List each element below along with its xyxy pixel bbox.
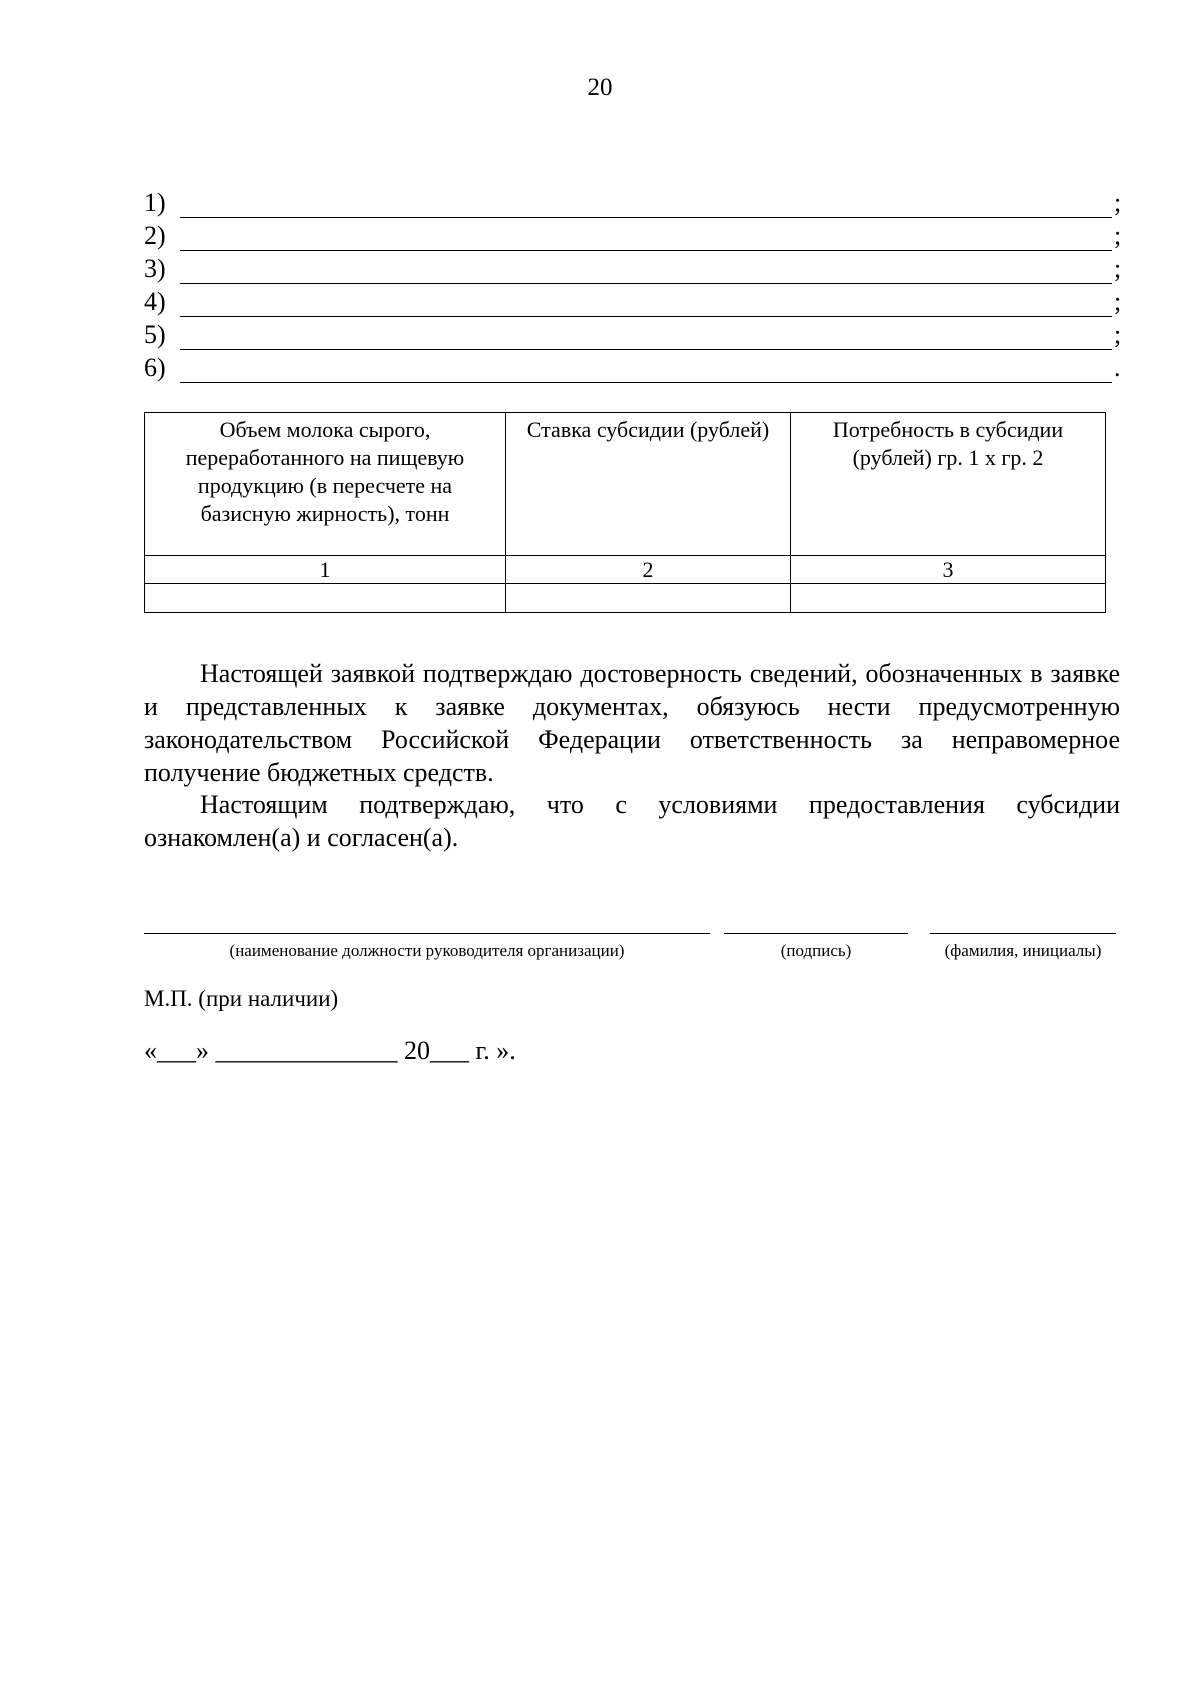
signature-field bbox=[724, 913, 908, 973]
header-subsidy-need: Потребность в субсидии (рублей) гр. 1 х гр. 2 bbox=[791, 413, 1106, 556]
list-item-number: 6) bbox=[144, 353, 166, 382]
header-milk-volume: Объем молока сырого, переработанного на пищевую продукцию (в пересчете на базисную жирность), тонн bbox=[145, 413, 506, 556]
column-number-row bbox=[145, 556, 1106, 584]
paragraph-text: Настоящим подтверждаю, что с условиями предоставления субсидии ознакомлен(а) и согласен(а). bbox=[144, 790, 1120, 852]
paragraph-text: Настоящей заявкой подтверждаю достоверность сведений, обозначенных в заявке и представленных к заявке документах, обязуюсь нести предусмотренную законодательством Российской Федерации ответственность за неправомерное получение бюджетных средств. bbox=[144, 659, 1120, 787]
signature-caption: (подпись) bbox=[780, 941, 852, 960]
blank-line[interactable] bbox=[180, 325, 1112, 350]
header-subsidy-rate: Ставка субсидии (рублей) bbox=[506, 413, 791, 556]
seal-label: М.П. (при наличии) bbox=[144, 986, 339, 1011]
list-item-end: ; bbox=[1114, 254, 1122, 283]
name-field bbox=[930, 913, 1116, 973]
list-item bbox=[144, 350, 1124, 383]
table-cell[interactable] bbox=[145, 584, 506, 613]
list-item-number: 4) bbox=[144, 287, 166, 316]
list-item-number: 2) bbox=[144, 221, 166, 250]
table-cell[interactable] bbox=[791, 584, 1106, 613]
list-item-number: 3) bbox=[144, 254, 166, 283]
table-header-row bbox=[145, 413, 1106, 556]
list-item-end: ; bbox=[1114, 221, 1122, 250]
list-item bbox=[144, 317, 1124, 350]
position-caption: (наименование должности руководителя организации) bbox=[229, 941, 625, 960]
table-row bbox=[145, 584, 1106, 613]
list-item-end: . bbox=[1114, 353, 1121, 382]
column-number: 2 bbox=[506, 556, 791, 584]
list-item-number: 5) bbox=[144, 320, 166, 349]
position-signature-field bbox=[144, 913, 710, 973]
position-line[interactable] bbox=[144, 913, 710, 934]
blank-line[interactable] bbox=[180, 259, 1112, 284]
subsidy-table bbox=[144, 412, 1106, 613]
column-number: 1 bbox=[145, 556, 506, 584]
list-item-end: ; bbox=[1114, 188, 1122, 217]
list-item bbox=[144, 251, 1124, 284]
blank-line[interactable] bbox=[180, 193, 1112, 218]
name-caption: (фамилия, инициалы) bbox=[944, 941, 1102, 960]
numbered-blank-list bbox=[144, 185, 1124, 383]
date-line: «___» ______________ 20___ г. ». bbox=[144, 1036, 516, 1065]
blank-line[interactable] bbox=[180, 292, 1112, 317]
list-item bbox=[144, 284, 1124, 317]
list-item-end: ; bbox=[1114, 287, 1122, 316]
agreement-paragraph bbox=[144, 788, 1120, 854]
table-cell[interactable] bbox=[506, 584, 791, 613]
list-item-number: 1) bbox=[144, 188, 166, 217]
signature-line[interactable] bbox=[724, 913, 908, 934]
list-item bbox=[144, 218, 1124, 251]
column-number: 3 bbox=[791, 556, 1106, 584]
page-number: 20 bbox=[587, 74, 613, 101]
list-item-end: ; bbox=[1114, 320, 1122, 349]
blank-line[interactable] bbox=[180, 358, 1112, 383]
blank-line[interactable] bbox=[180, 226, 1112, 251]
list-item bbox=[144, 185, 1124, 218]
name-line[interactable] bbox=[930, 913, 1116, 934]
confirmation-paragraph bbox=[144, 657, 1120, 789]
